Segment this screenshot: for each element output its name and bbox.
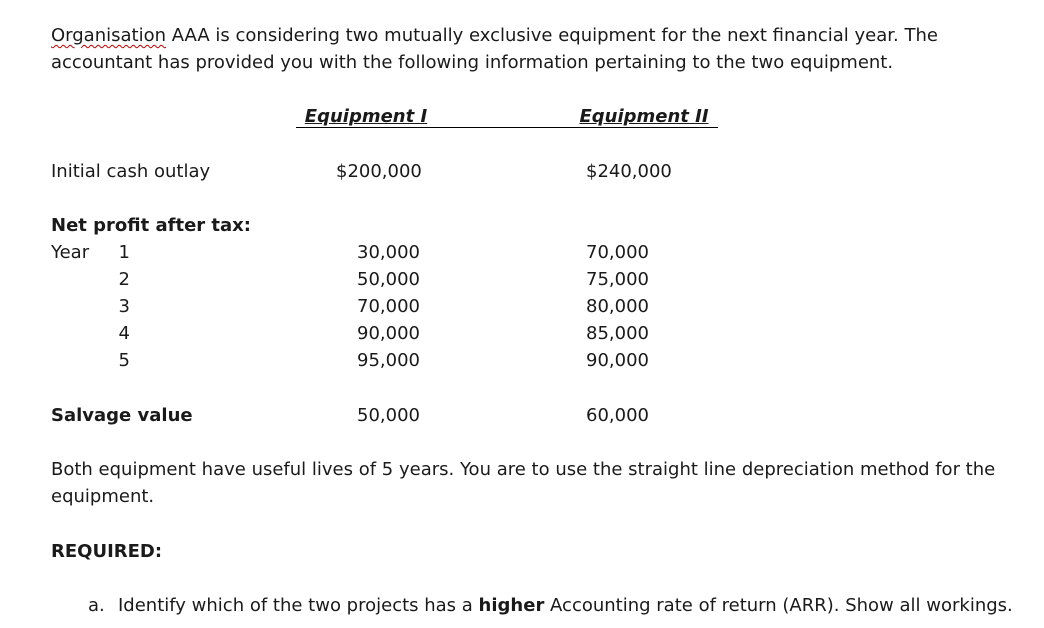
salvage-equipment-2: 60,000 bbox=[586, 405, 649, 426]
profit-equipment-2: 90,000 bbox=[586, 350, 649, 371]
intro-squiggle-word: Organisation bbox=[51, 25, 167, 46]
profit-equipment-2: 75,000 bbox=[586, 269, 649, 290]
profit-equipment-1: 30,000 bbox=[357, 242, 420, 263]
intro-line-2: accountant has provided you with the following information pertaining to the two equipment. bbox=[51, 52, 894, 73]
year-number: 3 bbox=[118, 296, 130, 317]
required-item-emphasis: higher bbox=[478, 595, 545, 616]
profit-equipment-2: 70,000 bbox=[586, 242, 649, 263]
equipment-2-header: Equipment II bbox=[579, 106, 709, 127]
profit-equipment-1: 90,000 bbox=[357, 323, 420, 344]
intro-line-1 bbox=[51, 23, 938, 49]
note-line-2: equipment. bbox=[51, 486, 155, 507]
note-line-1: Both equipment have useful lives of 5 years. You are to use the straight line depreciation method for the bbox=[51, 459, 996, 480]
salvage-equipment-1: 50,000 bbox=[357, 405, 420, 426]
equipment-1-header: Equipment I bbox=[304, 106, 428, 127]
required-item-a bbox=[118, 593, 1013, 619]
initial-outlay-equipment-1: $200,000 bbox=[336, 161, 422, 182]
net-profit-label: Net profit after tax: bbox=[51, 215, 251, 236]
profit-equipment-1: 50,000 bbox=[357, 269, 420, 290]
profit-equipment-2: 80,000 bbox=[586, 296, 649, 317]
initial-outlay-equipment-2: $240,000 bbox=[586, 161, 672, 182]
required-item-marker: a. bbox=[88, 595, 105, 616]
profit-equipment-2: 85,000 bbox=[586, 323, 649, 344]
salvage-value-label: Salvage value bbox=[51, 405, 193, 426]
year-number: 4 bbox=[118, 323, 130, 344]
intro-line-1-rest: AAA is considering two mutually exclusive equipment for the next financial year. The bbox=[166, 25, 938, 46]
year-label: Year bbox=[51, 242, 90, 263]
profit-equipment-1: 95,000 bbox=[357, 350, 420, 371]
year-number: 5 bbox=[118, 350, 130, 371]
header-underline bbox=[296, 127, 718, 128]
profit-equipment-1: 70,000 bbox=[357, 296, 420, 317]
year-number: 1 bbox=[118, 242, 130, 263]
initial-outlay-label: Initial cash outlay bbox=[51, 161, 211, 182]
required-item-text-end: Accounting rate of return (ARR). Show all workings. bbox=[544, 595, 1013, 616]
year-number: 2 bbox=[118, 269, 130, 290]
required-heading: REQUIRED: bbox=[51, 541, 163, 562]
required-item-text: Identify which of the two projects has a bbox=[118, 595, 479, 616]
